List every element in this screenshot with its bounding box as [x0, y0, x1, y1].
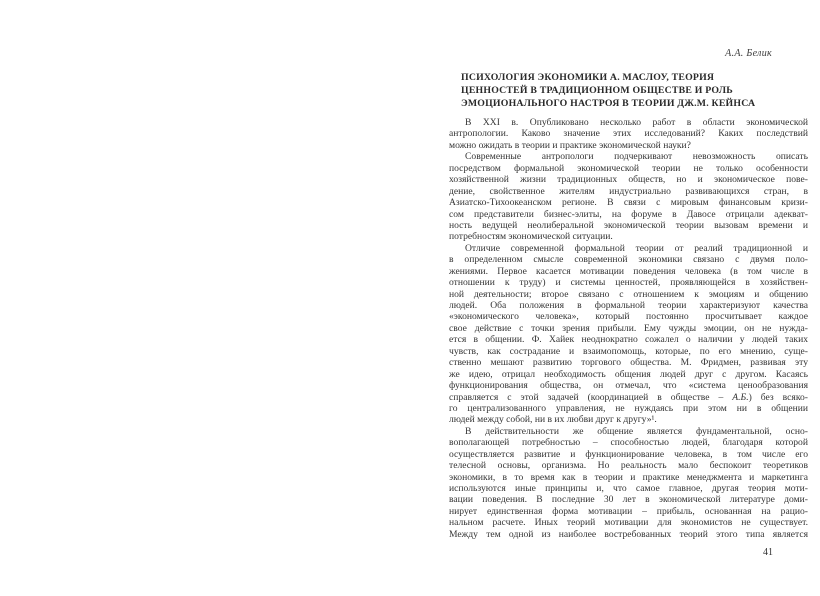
body-line: дение, свойственное жителям индустриально развивающихся стран, в [449, 185, 808, 197]
body-line: вации поведения. В последние 30 лет в экономической литературе доми- [449, 494, 808, 506]
article-title [461, 71, 806, 111]
body-line: жениями. Первое касается мотивации поведения человека (в том числе в [449, 265, 808, 277]
body-line: Современные антропологи подчеркивают невозможность описать [465, 151, 808, 163]
body-line: можно ожидать в теории и практике экономической науки? [449, 139, 691, 151]
body-line: вополагающей потребностью – способностью людей, благодаря которой [449, 437, 808, 449]
body-line: экономики, в то время как в теории и практике менеджмента и маркетинга [449, 471, 808, 483]
body-line: сом представители бизнес-элиты, на форуме в Давосе отрицали адекват- [449, 208, 808, 220]
article-title-line: ЭМОЦИОНАЛЬНОГО НАСТРОЯ В ТЕОРИИ ДЖ.М. КЕЙНСА [461, 98, 756, 110]
body-line: го централизованного управления, не нуждаясь при этом ни в общении [449, 402, 808, 414]
body-line: ственно мешают развитию торгового общества. М. Фридмен, развивая эту [449, 357, 808, 369]
inline-italic-text: А.Б. [732, 391, 749, 403]
body-line: чувств, как сострадание и взаимопомощь, которые, по его мнению, суще- [449, 345, 808, 357]
body-line: ность ведущей неолиберальной экономической теории вызовам времени и [449, 219, 808, 231]
body-line: ется в общении. Ф. Хайек неоднократно сожалел о наличии у людей таких [449, 334, 808, 346]
body-line: в определенном смысле современной экономики связано с двумя поло- [449, 254, 808, 266]
body-line: Азиатско-Тихоокеанском регионе. В связи с мировым финансовым кризи- [449, 197, 808, 209]
body-line: антропологии. Каково значение этих исследований? Каких последствий [449, 128, 808, 140]
body-line: нальном расчете. Иных теорий мотивации для экономистов не существует. [449, 517, 808, 529]
body-line: телесной основы, организма. Но реальность мало беспокоит теоретиков [449, 460, 808, 472]
body-line: же идею, отрицал необходимость общения людей друг с другом. Касаясь [449, 368, 808, 380]
inline-text: ) без всяко- [748, 391, 808, 403]
body-line [449, 392, 808, 403]
body-line: посредством формальной экономической теории не только особенности [449, 162, 808, 174]
body-line: Отличие современной формальной теории от реалий традиционной и [465, 242, 808, 254]
article-title-line: ПСИХОЛОГИЯ ЭКОНОМИКИ А. МАСЛОУ, ТЕОРИЯ [461, 72, 715, 83]
body-line: людей. Оба положения в формальной теории характеризуют качества [449, 300, 808, 311]
body-line: В действительности же общение является фундаментальной, осно- [465, 425, 808, 437]
body-line: ной деятельности; второе связано с отношением к эмоциям и общению [449, 288, 808, 300]
body-line: осуществляется развитие и функционирование человека, в том числе его [449, 448, 808, 460]
body-line: людей между собой, ни в их любви друг к другу»¹. [449, 414, 657, 426]
body-line: В XXI в. Опубликовано несколько работ в области экономической [465, 117, 808, 128]
body-line: отношении к труду) и системы ценностей, проявляющейся в хозяйствен- [449, 277, 808, 289]
body-line: функционирования общества, он отмечал, что «система ценообразования [449, 380, 808, 392]
inline-text: справляется с этой задачей (координацией в обществе – [449, 391, 733, 403]
body-line: используются иные принципы и, что самое главное, другая теория моти- [449, 483, 808, 494]
body-line: свое действие с точки зрения прибыли. Ему чужды эмоции, он не нужда- [449, 322, 808, 334]
body-line: нирует единственная форма мотивации – прибыль, основанная на рацио- [449, 505, 808, 517]
body-text [449, 117, 808, 540]
body-line: потребностям экономической ситуации. [449, 231, 613, 243]
body-line: хозяйственной жизни традиционных обществ, но и экономическое пове- [449, 174, 808, 186]
article-title-line: ЦЕННОСТЕЙ В ТРАДИЦИОННОМ ОБЩЕСТВЕ И РОЛЬ [461, 85, 733, 97]
body-line: Между тем одной из наиболее востребованных теорий этого типа является [449, 528, 808, 540]
page-number: 41 [763, 547, 773, 558]
author-running-head: А.А. Белик [725, 48, 772, 59]
body-line: «экономического человека», который постоянно просчитывает каждое [449, 311, 808, 323]
